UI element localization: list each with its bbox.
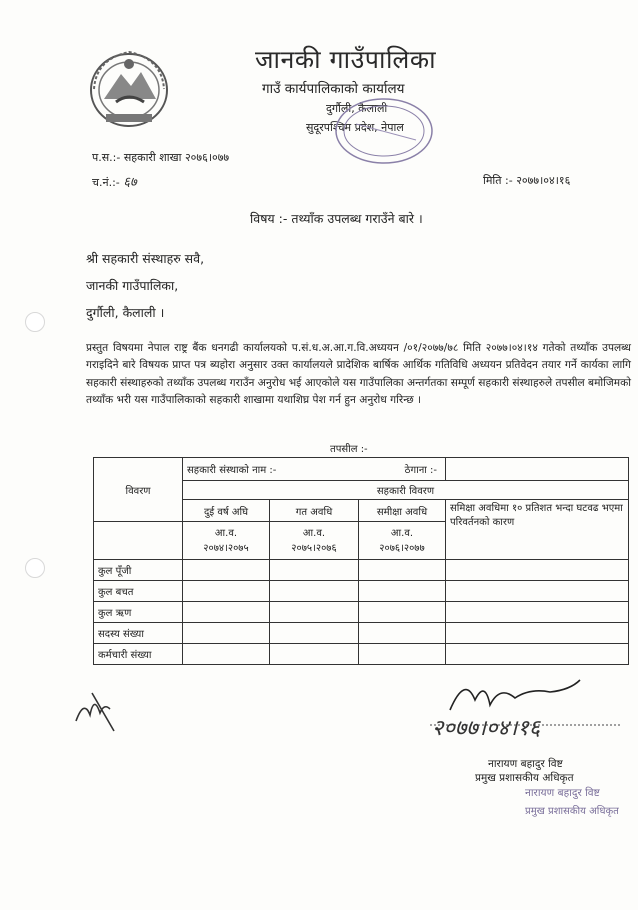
fiscal-year-cell: आ.व. २०७६।२०७७: [359, 522, 446, 560]
signatory-title: प्रमुख प्रशासकीय अधिकृत: [475, 772, 574, 784]
addressee-line: दुर्गौली, कैलाली ।: [86, 305, 165, 320]
dispatch-number: च.नं.:- ६७: [92, 175, 137, 190]
col-header: गत अवधि: [270, 500, 359, 522]
office-province: सुदूरपश्चिम प्रदेश, नेपाल: [306, 121, 404, 134]
col-header: दुई वर्ष अघि: [183, 500, 270, 522]
stamp-name: नारायण बहादुर विष्ट: [525, 787, 600, 799]
office-place: दुर्गौली, कैलाली: [326, 102, 388, 115]
table-row: [94, 602, 629, 623]
reference-number: प.स.:- सहकारी शाखा २०७६।०७७: [92, 151, 230, 164]
row-label: कुल पूँजी: [94, 560, 183, 581]
initials-signature-icon: [70, 685, 120, 735]
table-caption: तपसील :-: [330, 444, 368, 455]
group-label: सहकारी विवरण: [183, 481, 629, 500]
addressee-line: जानकी गाउँपालिका,: [86, 278, 179, 293]
data-table: [93, 457, 629, 665]
row-label: कर्मचारी संख्या: [94, 644, 183, 665]
fiscal-year-cell: आ.व. २०७५।२०७६: [270, 522, 359, 560]
signature-date: २०७७।०४।१६: [432, 716, 541, 741]
address-label: ठेगाना :-: [404, 465, 437, 476]
nepal-emblem-icon: [86, 44, 172, 132]
office-title: जानकी गाउँपालिका: [255, 45, 437, 74]
office-subtitle: गाउँ कार्यपालिकाको कार्यालय: [262, 81, 405, 97]
table-row: [94, 581, 629, 602]
table-row: [94, 623, 629, 644]
row-label: सदस्य संख्या: [94, 623, 183, 644]
table-row: [94, 560, 629, 581]
office-stamp-icon: [326, 96, 436, 166]
signatory-name: नारायण बहादुर विष्ट: [488, 758, 563, 770]
stamp-title: प्रमुख प्रशासकीय अधिकृत: [525, 806, 619, 817]
subject-line: विषय :- तथ्याँक उपलब्ध गराउँने बारे ।: [250, 211, 423, 226]
org-name-label: सहकारी संस्थाको नाम :- ठेगाना :-: [183, 458, 446, 481]
letter-body: प्रस्तुत विषयमा नेपाल राष्ट्र बैंक धनगढी कार्यालयको प.सं.ध.अ.आ.ग.वि.अध्ययन /०१/२०७७/७८ मिति २०७७।०४।१४ गतेको तथ्याँक उपलब्ध गराइदिने बारे विषयक प्राप्त पत्र ब्यहोरा अनुसार उक्त कार्यालयले प्रादेशिक बार्षिक आर्थिक गतिविधि अध्ययन प्रतिवेदन तयार गर्ने कार्यका लागि सहकारी संस्थाहरुको तथ्याँक उपलब्ध गराउँन अनुरोध भई आएकोले यस गाउँपालिका अन्तर्गतका सम्पूर्ण सहकारी संस्थाहरुले तपसील बमोजिमको तथ्याँक भरी यस गाउँपालिकाको सहकारी शाखामा यथाशिघ्र पेश गर्न हुन अनुरोध गरिन्छ ।: [86, 342, 631, 406]
addressee-line: श्री सहकारी संस्थाहरु सवै,: [86, 251, 205, 266]
col-header: समीक्षा अवधि: [359, 500, 446, 522]
row-header: विवरण: [94, 458, 183, 522]
row-label: कुल बचत: [94, 581, 183, 602]
punch-hole: [25, 312, 45, 332]
letter-date: मिति :- २०७७।०४।१६: [483, 174, 571, 187]
table-row: [94, 644, 629, 665]
row-label: कुल ऋण: [94, 602, 183, 623]
fiscal-year-cell: आ.व. २०७४।२०७५: [183, 522, 270, 560]
punch-hole: [25, 558, 45, 578]
reason-header: समिक्षा अवधिमा १० प्रतिशत भन्दा घटवढ भएमा परिवर्तनको कारण: [446, 500, 629, 560]
